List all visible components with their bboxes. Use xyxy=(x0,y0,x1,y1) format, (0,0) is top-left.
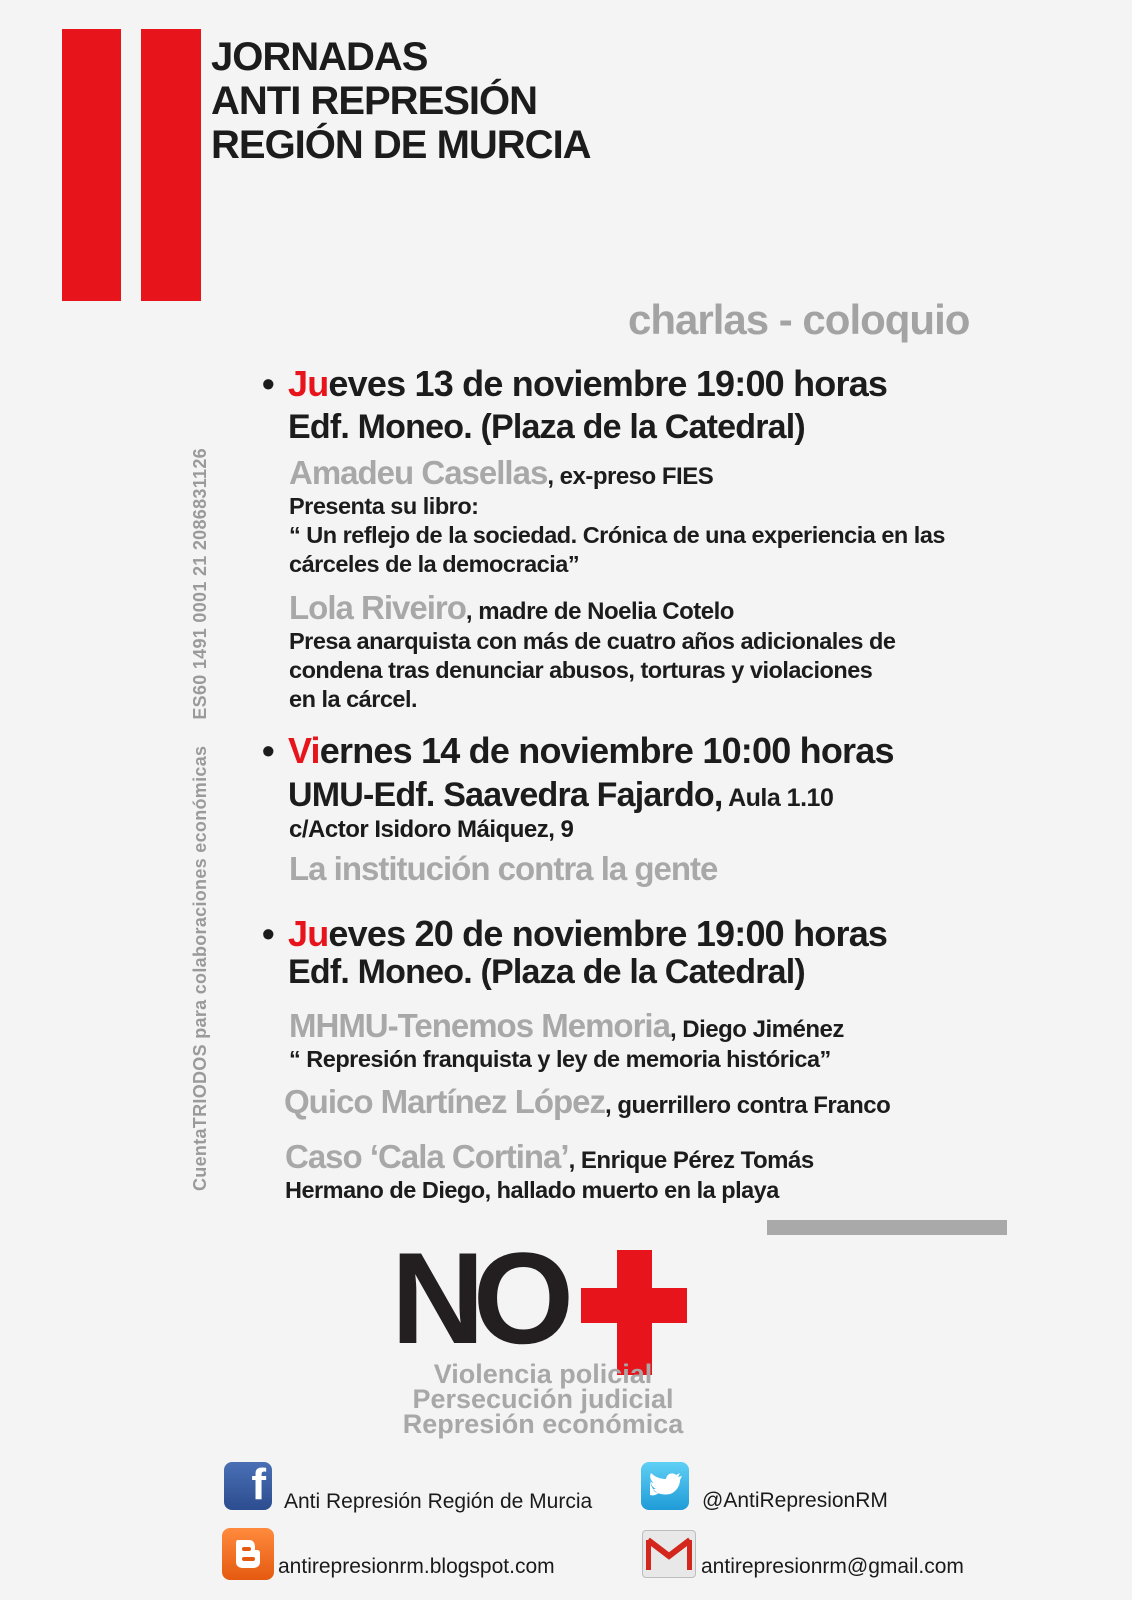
title-line-1: JORNADAS xyxy=(211,35,428,79)
talk-line: Presa anarquista con más de cuatro años adicionales de xyxy=(289,628,896,654)
day-highlight: Ju xyxy=(288,913,329,954)
subtitle: charlas - coloquio xyxy=(628,296,970,343)
speaker-name: MHMU-Tenemos Memoria xyxy=(289,1007,670,1044)
page-title xyxy=(211,35,591,167)
talk-line: Hermano de Diego, hallado muerto en la playa xyxy=(285,1177,779,1203)
event-2-talk-title: La institución contra la gente xyxy=(289,850,718,887)
talk-line: Presenta su libro: xyxy=(289,493,479,519)
event-2-address: c/Actor Isidoro Máiquez, 9 xyxy=(289,816,574,843)
talk-line: condena tras denunciar abusos, torturas y violaciones xyxy=(289,657,873,683)
blogger-link[interactable]: antirepresionrm.blogspot.com xyxy=(278,1555,555,1578)
twitter-icon[interactable] xyxy=(641,1462,689,1510)
speaker-name: Caso ‘Cala Cortina’ xyxy=(285,1138,569,1175)
speaker-role: , ex-preso FIES xyxy=(547,463,714,490)
red-bar-right xyxy=(141,29,201,301)
bullet: • xyxy=(262,363,274,404)
speaker-role: , Enrique Pérez Tomás xyxy=(568,1147,814,1174)
day-rest: ernes 14 de noviembre 10:00 horas xyxy=(319,730,894,771)
event-3-talk-3 xyxy=(285,1138,814,1205)
event-2-place xyxy=(288,776,833,815)
speaker-role: , Diego Jiménez xyxy=(669,1016,844,1043)
event-3-place: Edf. Moneo. (Plaza de la Catedral) xyxy=(288,953,805,991)
facebook-icon[interactable]: f xyxy=(224,1462,272,1510)
speaker-role: , madre de Noelia Cotelo xyxy=(465,598,734,625)
blogger-icon[interactable] xyxy=(222,1528,274,1580)
title-line-3: REGIÓN DE MURCIA xyxy=(211,123,591,167)
speaker-name: Amadeu Casellas xyxy=(289,454,548,491)
grey-divider xyxy=(767,1220,1007,1235)
twitter-link[interactable]: @AntiRepresionRM xyxy=(702,1489,888,1512)
place-room: Aula 1.10 xyxy=(722,784,834,812)
event-1-talk-1 xyxy=(289,454,945,579)
gmail-icon[interactable] xyxy=(642,1530,696,1578)
bullet: • xyxy=(262,730,274,771)
speaker-name: Quico Martínez López xyxy=(284,1083,606,1120)
event-3-talk-2 xyxy=(284,1083,890,1121)
speaker-role: , guerrillero contra Franco xyxy=(605,1092,891,1119)
day-highlight: Vi xyxy=(288,730,320,771)
donation-label: CuentaTRIODOS para colaboraciones económicas xyxy=(190,745,210,1191)
event-1-place: Edf. Moneo. (Plaza de la Catedral) xyxy=(288,408,805,446)
place-name: UMU-Edf. Saavedra Fajardo, xyxy=(288,776,723,814)
logo-line: Represión económica xyxy=(402,1409,684,1439)
event-2-date xyxy=(262,730,894,772)
event-1-date xyxy=(262,363,887,405)
red-bar-left xyxy=(62,29,121,301)
speaker-name: Lola Riveiro xyxy=(289,589,466,626)
logo-subtitles xyxy=(383,1359,703,1439)
event-3-talk-1 xyxy=(289,1007,844,1074)
talk-line: “ Un reflejo de la sociedad. Crónica de una experiencia en las xyxy=(289,522,945,548)
bullet: • xyxy=(262,913,274,954)
logo-line: Violencia policial xyxy=(433,1359,653,1389)
logo-line: Persecución judicial xyxy=(412,1384,674,1414)
talk-line: “ Represión franquista y ley de memoria histórica” xyxy=(289,1046,831,1072)
talk-line: cárceles de la democracia” xyxy=(289,551,580,577)
event-1-talk-2 xyxy=(289,589,895,714)
talk-line: en la cárcel. xyxy=(289,686,418,712)
logo-plus-vertical xyxy=(617,1250,652,1375)
facebook-link[interactable]: Anti Represión Región de Murcia xyxy=(284,1490,593,1513)
day-rest: eves 20 de noviembre 19:00 horas xyxy=(328,913,888,954)
day-rest: eves 13 de noviembre 19:00 horas xyxy=(328,363,888,404)
event-3-date xyxy=(262,913,887,955)
title-line-2: ANTI REPRESIÓN xyxy=(211,79,538,123)
account-number: ES60 1491 0001 21 2086831126 xyxy=(190,448,210,720)
logo-no-text: NO xyxy=(391,1225,562,1371)
day-highlight: Ju xyxy=(288,363,329,404)
donation-info xyxy=(190,448,211,1191)
gmail-link[interactable]: antirepresionrm@gmail.com xyxy=(701,1555,964,1578)
